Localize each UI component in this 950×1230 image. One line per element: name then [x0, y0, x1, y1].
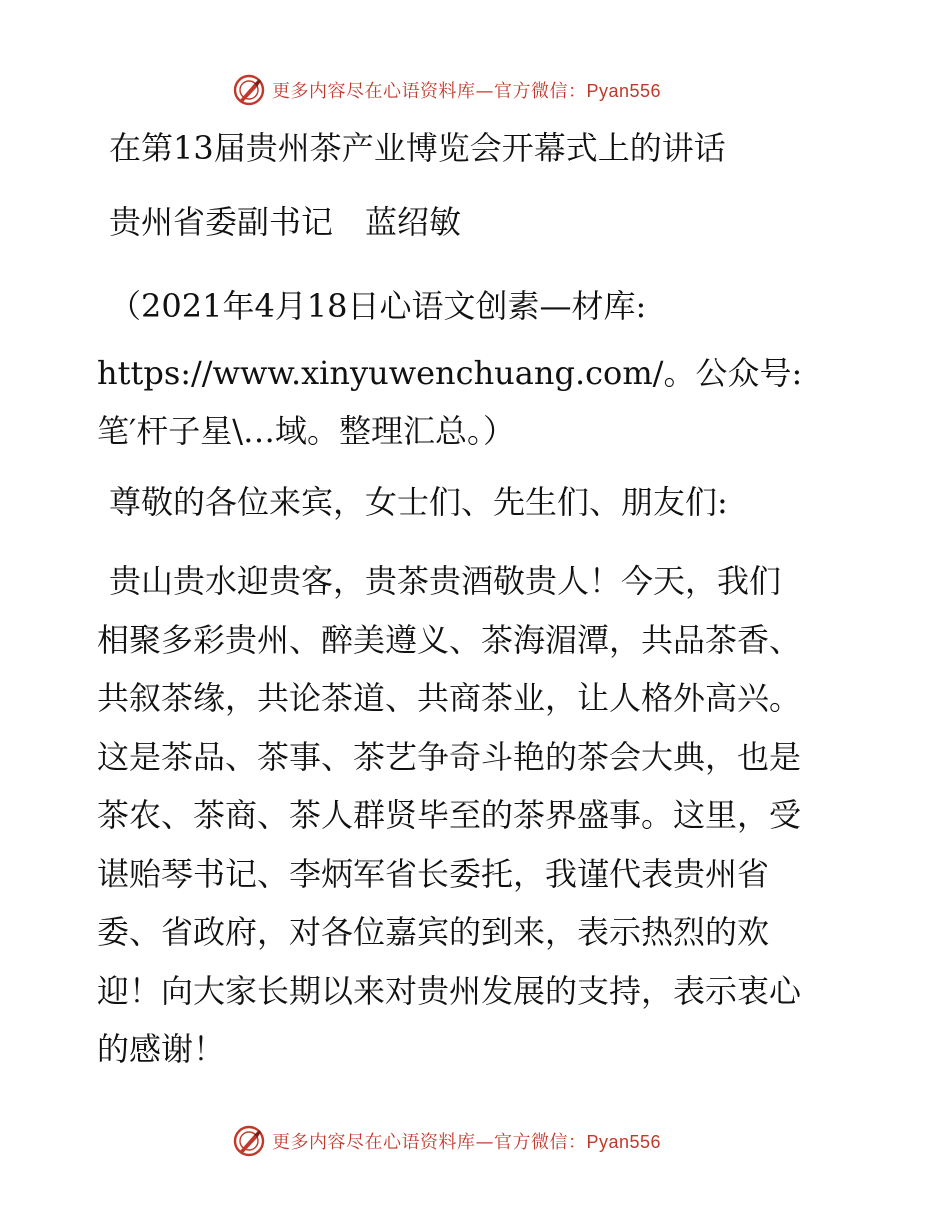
greeting-line: 尊敬的各位来宾，女士们、先生们、朋友们:: [109, 483, 728, 521]
header-watermark-banner: [232, 70, 661, 110]
source-line: （2021年4月18日心语文创素—材库:: [109, 287, 647, 325]
body-paragraph: [97, 552, 857, 1079]
paragraph-line: 相聚多彩贵州、醉美遵义、茶海湄潭，共品茶香、: [97, 620, 802, 659]
pen-logo-icon: [232, 1124, 266, 1158]
document-title: 在第13届贵州茶产业博览会开幕式上的讲话: [109, 129, 726, 167]
source-line: https://www.xinyuwenchuang.com/。公众号:: [97, 354, 803, 392]
banner-text: 更多内容尽在心语资料库—官方微信：Pyan556: [272, 81, 662, 102]
source-note: [97, 268, 857, 460]
paragraph-line: 贵山贵水迎贵客，贵茶贵酒敬贵人！今天，我们: [109, 562, 782, 600]
author-line: 贵州省委副书记 蓝绍敏: [109, 203, 462, 241]
document-body: [97, 120, 857, 1079]
paragraph-line: 的感谢！: [97, 1030, 226, 1068]
paragraph-line: 谌贻琴书记、李炳军省长委托，我谨代表贵州省: [97, 854, 770, 893]
paragraph-line: 这是茶品、茶事、茶艺争奇斗艳的茶会大典，也是: [97, 737, 802, 776]
banner-account: Pyan556: [586, 1132, 662, 1152]
paragraph-line: 迎！向大家长期以来对贵州发展的支持，表示衷心: [97, 971, 802, 1010]
paragraph-line: 共叙茶缘，共论茶道、共商茶业，让人格外高兴。: [97, 679, 802, 717]
paragraph-line: 委、省政府，对各位嘉宾的到来，表示热烈的欢: [97, 913, 770, 951]
banner-text: 更多内容尽在心语资料库—官方微信：Pyan556: [272, 1132, 662, 1153]
source-line: 笔′杆子星\…域。整理汇总。）: [97, 412, 516, 450]
banner-account: Pyan556: [586, 81, 662, 101]
footer-watermark-banner: [232, 1121, 661, 1161]
pen-logo-icon: [232, 73, 266, 107]
paragraph-line: 茶农、茶商、茶人群贤毕至的茶界盛事。这里，受: [97, 796, 802, 834]
